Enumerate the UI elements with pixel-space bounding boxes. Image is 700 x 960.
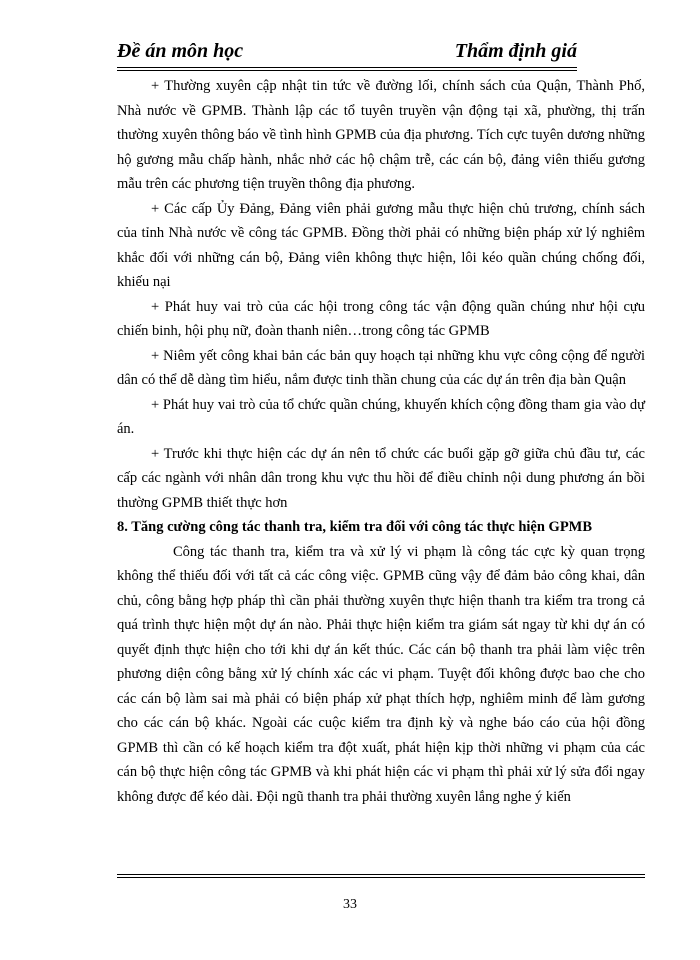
page-header bbox=[117, 36, 577, 70]
bullet-paragraph: + Niêm yết công khai bản các bản quy hoạch tại những khu vực công cộng để người dân có thể dễ dàng tìm hiểu, nắm được tinh thần chung của các dự án trên địa bàn Quận bbox=[117, 347, 645, 388]
bullet-paragraph: + Các cấp Ủy Đảng, Đảng viên phải gương mẫu thực hiện chủ trương, chính sách của tỉnh Nhà nước về công tác GPMB. Đồng thời phải có những biện pháp xử lý nghiêm khắc đối với những cán bộ, Đảng viên không thực hiện, lôi kéo quần chúng chống đối, khiếu nại bbox=[117, 200, 645, 290]
section-heading: 8. Tăng cường công tác thanh tra, kiểm tra đối với công tác thực hiện GPMB bbox=[117, 519, 593, 535]
bullet-paragraph: + Trước khi thực hiện các dự án nên tổ chức các buổi gặp gỡ giữa chủ đầu tư, các cấp các ngành với nhân dân trong khu vực thu hồi để điều chỉnh nội dung phương án bồi thường GPMB thiết thực hơn bbox=[117, 445, 645, 511]
header-rule-double bbox=[117, 70, 577, 71]
header-left-title: Đề án môn học bbox=[117, 40, 244, 62]
footer-rule bbox=[117, 874, 645, 875]
bullet-paragraph: + Thường xuyên cập nhật tin tức về đường lối, chính sách của Quận, Thành Phố, Nhà nước về GPMB. Thành lập các tổ tuyên truyền vận động tại xã, phường, thị trấn thường xuyên thông báo về tình hình GPMB của địa phương. Tích cực tuyên dương những hộ gương mẫu chấp hành, nhắc nhở các hộ chậm trễ, các cán bộ, đảng viên thiếu gương mẫu trên các phương tiện truyền thông địa phương. bbox=[117, 78, 645, 192]
bullet-paragraph: + Phát huy vai trò của các hội trong công tác vận động quần chúng như hội cựu chiến binh, hội phụ nữ, đoàn thanh niên…trong công tác GPMB bbox=[117, 298, 645, 339]
footer-rule-double bbox=[117, 877, 645, 878]
header-rule bbox=[117, 67, 577, 68]
page-body bbox=[117, 74, 645, 809]
header-right-title: Thẩm định giá bbox=[454, 40, 577, 62]
section-body-paragraph: Công tác thanh tra, kiểm tra và xử lý vi phạm là công tác cực kỳ quan trọng không thể thiếu đối với tất cả các công việc. GPMB cũng vậy để đảm bảo công khai, dân chủ, công bằng hợp pháp thì cần phải thường xuyên thực hiện thanh tra kiểm tra trong cả quá trình thực hiện một dự án nào. Phải thực hiện kiểm tra giám sát ngay từ khi dự án có quyết định thực hiện cho tới khi dự án kết thúc. Các cán bộ thanh tra phải làm việc trên phương diện công bằng xử lý chính xác các vi phạm. Tuyệt đối không được bao che cho các cán bộ làm sai mà phải có biện pháp xử phạt thích hợp, nghiêm minh để làm gương cho các cán bộ khác. Ngoài các cuộc kiểm tra định kỳ và nghe báo cáo của hội đồng GPMB thì cần có kế hoạch kiểm tra đột xuất, phát hiện kịp thời những vi phạm của các cán bộ thực hiện công tác GPMB và khi phát hiện các vi phạm thì phải xử lý sửa đổi ngay không được để kéo dài. Đội ngũ thanh tra phải thường xuyên lắng nghe ý kiến bbox=[117, 543, 645, 805]
page-number: 33 bbox=[343, 897, 357, 912]
bullet-paragraph: + Phát huy vai trò của tổ chức quần chúng, khuyến khích cộng đồng tham gia vào dự án. bbox=[117, 396, 645, 437]
